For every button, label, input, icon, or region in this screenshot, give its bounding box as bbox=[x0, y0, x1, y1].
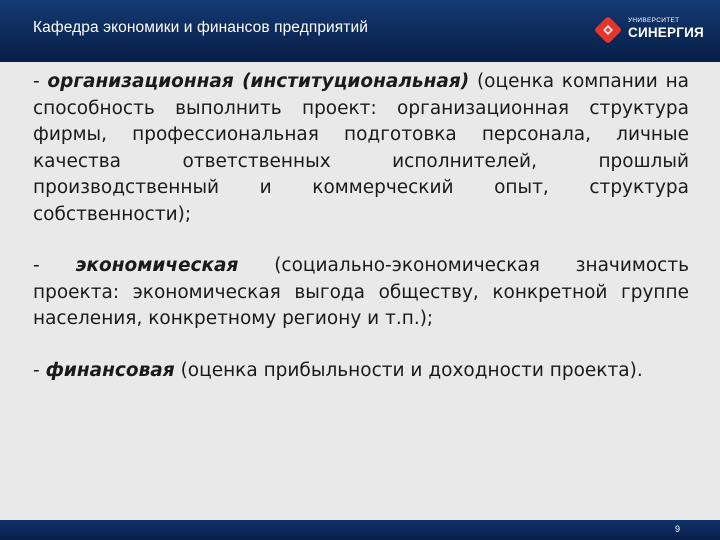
item-text: (оценка прибыльности и доходности проекта). bbox=[174, 359, 643, 381]
logo-small-text: УНИВЕРСИТЕТ bbox=[628, 17, 680, 24]
item-term: организационная (институциональная) bbox=[47, 71, 470, 92]
logo-big-text: СИНЕРГИЯ bbox=[628, 25, 704, 40]
footer-bar bbox=[0, 520, 720, 540]
item-text: (социально-экономическая значимость проекта: экономическая выгода обществу, конкретной группе населения, конкретному региону и т.п.); bbox=[33, 255, 689, 329]
item-term: экономическая bbox=[75, 255, 239, 276]
list-item-economic bbox=[33, 253, 689, 333]
item-dash: - bbox=[33, 71, 48, 92]
item-term: финансовая bbox=[45, 359, 175, 381]
item-dash: - bbox=[33, 255, 76, 276]
slide-content bbox=[33, 69, 689, 409]
item-dash: - bbox=[33, 359, 46, 381]
header-bar bbox=[0, 0, 720, 62]
list-item-organizational bbox=[33, 69, 689, 228]
item-text: (оценка компании на способность выполнить проект: организационная структура фирмы, профессиональная подготовка персонала, личные качества ответственных исполнителей, прошлый производственный и коммерческий опыт, структура собственности); bbox=[33, 71, 689, 225]
synergy-logo-icon bbox=[594, 16, 622, 44]
synergy-logo bbox=[594, 16, 704, 44]
page-number: 9 bbox=[674, 524, 680, 534]
list-item-financial bbox=[33, 358, 689, 385]
page-title: Кафедра экономики и финансов предприятий bbox=[33, 19, 369, 36]
